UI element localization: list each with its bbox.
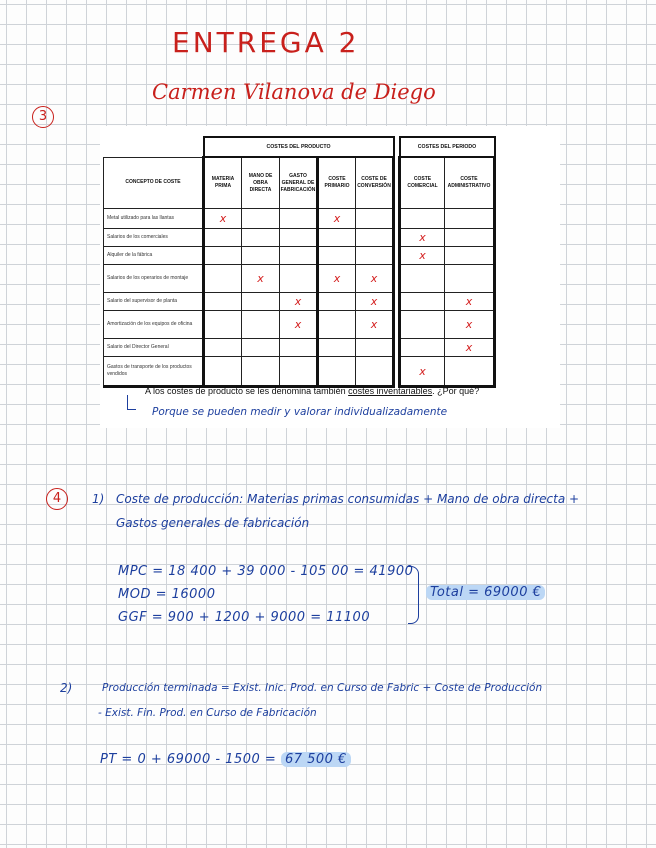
cell-mark <box>204 265 242 293</box>
cell-mark <box>280 357 318 387</box>
col-header: COSTE PRIMARIO <box>318 157 356 209</box>
group-period-costs: COSTES DEL PERIODO <box>400 137 495 157</box>
cell-mark <box>356 357 394 387</box>
mpc-line: MPC = 18 400 + 39 000 - 105 00 = 41900 <box>118 564 414 579</box>
cell-mark <box>204 247 242 265</box>
cell-mark <box>204 339 242 357</box>
cell-mark: x <box>356 311 394 339</box>
cell-mark <box>445 357 495 387</box>
cell-mark: x <box>204 209 242 229</box>
term-underlined: costes inventariables <box>348 386 433 396</box>
cell-mark <box>242 247 280 265</box>
cell-mark <box>400 209 445 229</box>
cell-mark <box>356 247 394 265</box>
answer-arrow <box>127 395 136 410</box>
cell-mark <box>400 265 445 293</box>
cell-mark <box>445 209 495 229</box>
row-label: Alquiler de la fábrica <box>104 247 204 265</box>
cell-mark: x <box>242 265 280 293</box>
page-title: ENTREGA 2 <box>172 26 360 59</box>
cell-mark <box>242 229 280 247</box>
col-header: MATERIA PRIMA <box>204 157 242 209</box>
row-label: Metal utilizado para las llantas <box>104 209 204 229</box>
row-label: Amortización de los equipos de oficina <box>104 311 204 339</box>
cell-mark <box>318 247 356 265</box>
cell-mark <box>356 209 394 229</box>
col-header: MANO DE OBRA DIRECTA <box>242 157 280 209</box>
cell-mark <box>280 265 318 293</box>
cell-mark: x <box>445 293 495 311</box>
cell-mark <box>445 265 495 293</box>
answer-text: Porque se pueden medir y valorar individualizadamente <box>152 406 448 418</box>
row-label: Salario del Director General <box>104 339 204 357</box>
cell-mark: x <box>445 311 495 339</box>
cell-mark <box>242 339 280 357</box>
cell-mark <box>445 247 495 265</box>
row-label: Salarios de los comerciales <box>104 229 204 247</box>
row-label: Gastos de transporte de los productos vendidos <box>104 357 204 387</box>
total-cost: Total = 69000 € <box>426 585 545 600</box>
cost-classification-table <box>103 136 496 388</box>
cell-mark <box>318 357 356 387</box>
cell-mark <box>242 293 280 311</box>
part-2-definition-cont: - Exist. Fin. Prod. en Curso de Fabricación <box>98 707 317 719</box>
cell-mark <box>400 339 445 357</box>
cell-mark <box>204 311 242 339</box>
cell-mark <box>356 339 394 357</box>
cell-mark: x <box>400 247 445 265</box>
cell-mark <box>204 229 242 247</box>
cell-mark <box>242 311 280 339</box>
part-2-definition: Producción terminada = Exist. Inic. Prod. en Curso de Fabric + Coste de Producción <box>102 682 543 694</box>
row-label: Salarios de los operarios de montaje <box>104 265 204 293</box>
row-label: Salario del supervisor de planta <box>104 293 204 311</box>
col-header: COSTE DE CONVERSIÓN <box>356 157 394 209</box>
question-text: A los costes de producto se les denomina también costes inventariables. ¿Por qué? <box>145 386 480 396</box>
cell-mark: x <box>445 339 495 357</box>
cell-mark <box>318 229 356 247</box>
cell-mark <box>204 293 242 311</box>
col-header: COSTE COMERCIAL <box>400 157 445 209</box>
cell-mark <box>400 311 445 339</box>
cell-mark <box>204 357 242 387</box>
cell-mark <box>356 229 394 247</box>
mod-line: MOD = 16000 <box>118 587 216 602</box>
cell-mark <box>280 229 318 247</box>
cell-mark: x <box>318 265 356 293</box>
part-1-index: 1) <box>92 492 105 506</box>
author-name: Carmen Vilanova de Diego <box>152 80 436 104</box>
part-1-definition: Coste de producción: Materias primas consumidas + Mano de obra directa + <box>116 492 580 506</box>
cell-mark: x <box>356 265 394 293</box>
cell-mark <box>242 357 280 387</box>
cell-mark: x <box>400 357 445 387</box>
cell-mark <box>280 209 318 229</box>
cell-mark <box>280 247 318 265</box>
part-1-definition-cont: Gastos generales de fabricación <box>116 516 310 530</box>
cell-mark <box>280 339 318 357</box>
cell-mark <box>318 339 356 357</box>
exercise-3-number: 3 <box>32 106 54 128</box>
col-header: GASTO GENERAL DE FABRICACIÓN <box>280 157 318 209</box>
cell-mark <box>445 229 495 247</box>
cell-mark <box>318 293 356 311</box>
sum-brace <box>408 566 419 624</box>
exercise-4-number: 4 <box>46 488 68 510</box>
col-header: COSTE ADMINISTRATIVO <box>445 157 495 209</box>
cell-mark: x <box>280 293 318 311</box>
cell-mark: x <box>280 311 318 339</box>
cell-mark <box>242 209 280 229</box>
group-product-costs: COSTES DEL PRODUCTO <box>204 137 394 157</box>
ggf-line: GGF = 900 + 1200 + 9000 = 11100 <box>118 610 371 625</box>
part-2-index: 2) <box>60 681 73 695</box>
cell-mark <box>400 293 445 311</box>
pt-calculation: PT = 0 + 69000 - 1500 = 67 500 € <box>100 752 351 767</box>
pt-result: 67 500 € <box>281 752 351 767</box>
cell-mark: x <box>356 293 394 311</box>
cell-mark <box>318 311 356 339</box>
concept-header: CONCEPTO DE COSTE <box>104 157 204 209</box>
cell-mark: x <box>400 229 445 247</box>
cell-mark: x <box>318 209 356 229</box>
